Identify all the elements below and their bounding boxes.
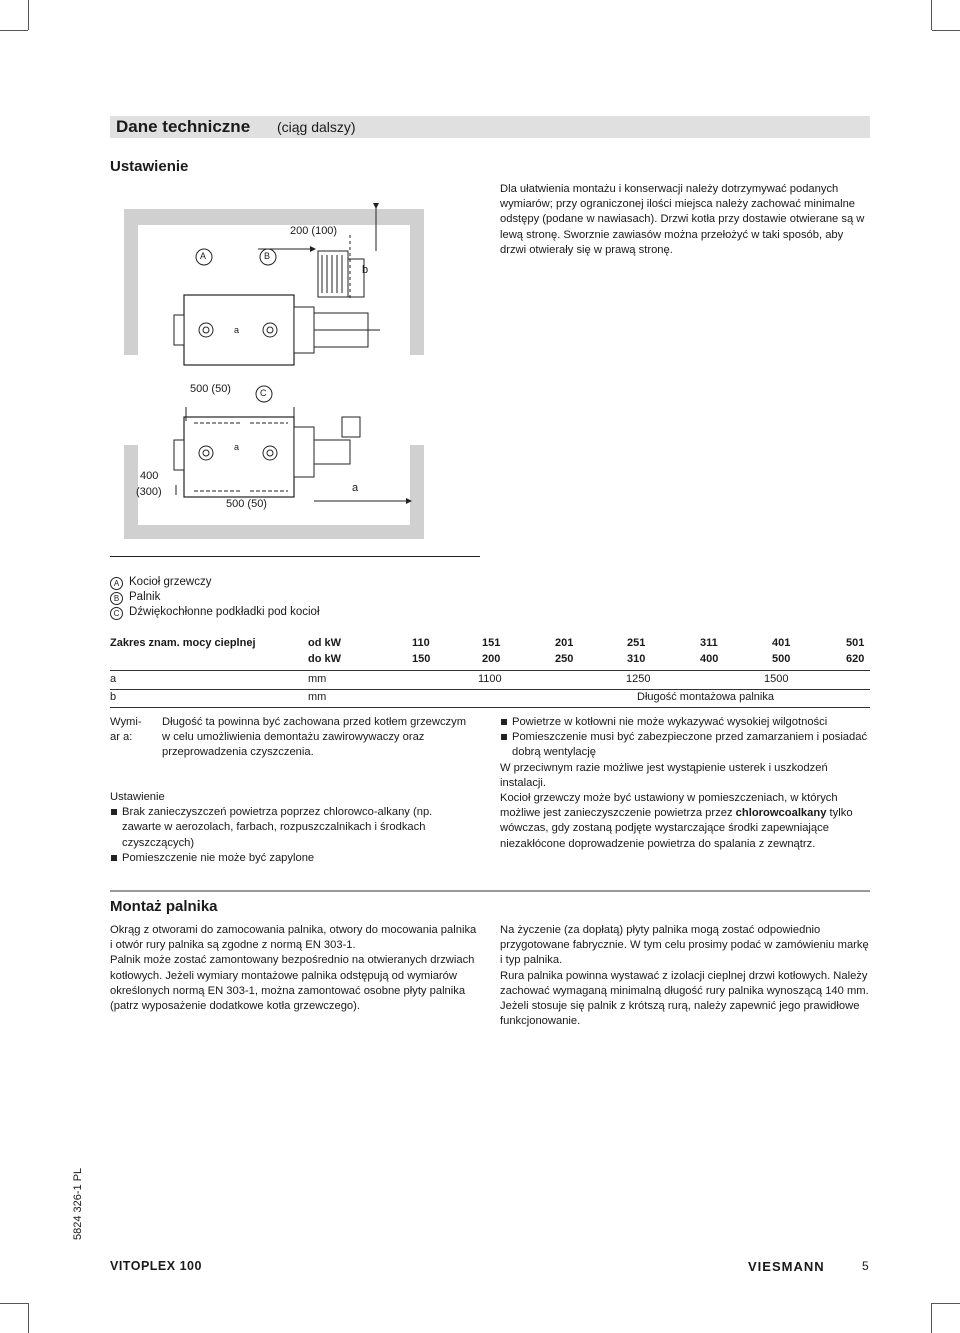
table-unit: od kW bbox=[308, 637, 341, 649]
diagram-marker-b: B bbox=[264, 251, 271, 261]
notes-text: W przeciwnym razie możliwe jest wystąpienie usterek i uszkodzeń instalacji. bbox=[500, 761, 828, 789]
notes-text-chlor bbox=[500, 791, 870, 852]
bullet-item: Powietrze w kotłowni nie może wykazywać wysokiej wilgotności bbox=[500, 715, 870, 730]
table-cell: 400 bbox=[700, 653, 719, 665]
table-cell: 150 bbox=[412, 653, 431, 665]
notes-text-post: tylko wówczas, gdy zostaną podjęte wystarczające środki zapewniające niezakłócone doprowadzenie powietrza do spalania z zewnątrz. bbox=[500, 807, 853, 850]
table-unit: mm bbox=[308, 673, 327, 685]
table-row bbox=[110, 653, 870, 669]
table-unit: do kW bbox=[308, 653, 341, 665]
crop-mark bbox=[0, 30, 28, 31]
notes-left-block bbox=[110, 790, 474, 866]
table-cell: 1500 bbox=[764, 673, 789, 685]
notes-subheading: Ustawienie bbox=[110, 791, 165, 803]
table-rule bbox=[110, 670, 870, 671]
table-row bbox=[110, 673, 870, 689]
legend-key: A bbox=[110, 577, 123, 590]
diagram-dimension-top: 200 (100) bbox=[290, 225, 338, 237]
crop-mark bbox=[932, 30, 960, 31]
table-row-label: b bbox=[110, 691, 117, 703]
table-cell: 401 bbox=[772, 637, 791, 649]
table-cell: Długość montażowa palnika bbox=[637, 691, 774, 703]
montaz-paragraph: Na życzenie (za dopłatą) płyty palnika mogą zostać odpowiednio przygotowane fabrycznie. W tym celu prosimy podać w zamówieniu markę i typ palnika. bbox=[500, 924, 869, 967]
section-heading-ustawienie: Ustawienie bbox=[110, 158, 189, 175]
page-number: 5 bbox=[862, 1259, 869, 1273]
installation-diagram bbox=[110, 195, 490, 545]
diagram-dimension-left-2: (300) bbox=[136, 486, 162, 498]
table-row bbox=[110, 691, 870, 707]
diagram-dimension-left-1: 400 bbox=[140, 470, 159, 482]
page-title: Dane techniczne bbox=[116, 117, 251, 136]
table-cell: 250 bbox=[555, 653, 574, 665]
montaz-paragraph: Rura palnika powinna wystawać z izolacji cieplnej drzwi kotłowych. Należy zachować wymaganą minimalną długość rury palnika wynoszącą 140 mm. bbox=[500, 969, 869, 997]
montaz-paragraph: Palnik może zostać zamontowany bezpośrednio na otwieranych drzwiach kotłowych. Jeżeli wymiary montażowe palnika odstępują od wymiarów określonych normą EN 303-1, można zamontować osobne płyty palnika (patrz wyposażenie dodatkowe kotła grzewczego). bbox=[110, 954, 475, 1013]
montaz-right bbox=[500, 923, 870, 1029]
table-rule bbox=[110, 707, 870, 708]
table-cell: 201 bbox=[555, 637, 574, 649]
bullet-item: Brak zanieczyszczeń powietrza poprzez chlorowco-alkany (np. zawarte w aerozolach, farbach, rozpuszczalnikach i środkach czyszczących) bbox=[110, 805, 474, 851]
notes-right-block bbox=[500, 715, 870, 852]
table-cell: 1250 bbox=[626, 673, 651, 685]
legend-text: Palnik bbox=[129, 591, 161, 603]
divider bbox=[110, 556, 480, 557]
montaz-paragraph: Jeżeli stosuje się palnik z krótszą rurą, należy zapewnić jego prawidłowe funkcjonowanie. bbox=[500, 1000, 860, 1028]
table-cell: 501 bbox=[846, 637, 865, 649]
legend-item bbox=[110, 591, 160, 605]
table-cell: 500 bbox=[772, 653, 791, 665]
diagram-tag-a-lower: a bbox=[234, 442, 240, 452]
legend-text: Kocioł grzewczy bbox=[129, 576, 212, 588]
divider bbox=[110, 890, 870, 892]
table-unit: mm bbox=[308, 691, 327, 703]
crop-mark bbox=[931, 0, 932, 30]
bullet-item: Pomieszczenie musi być zabezpieczone przed zamarzaniem i posiadać dobrą wentylację bbox=[500, 730, 870, 760]
section-title-bar bbox=[110, 116, 870, 138]
table-rule bbox=[110, 689, 870, 690]
table-row bbox=[110, 637, 870, 653]
montaz-paragraph: Okrąg z otworami do zamocowania palnika, otwory do mocowania palnika i otwór rury palnika są zgodne z normą EN 303-1. bbox=[110, 924, 477, 952]
crop-mark bbox=[28, 0, 29, 30]
table-row-label: a bbox=[110, 673, 117, 685]
diagram-tag-a-upper: a bbox=[234, 325, 240, 335]
crop-mark bbox=[932, 1303, 960, 1304]
table-header-label: Zakres znam. mocy cieplnej bbox=[110, 637, 256, 649]
montaz-left bbox=[110, 923, 480, 1014]
diagram-dimension-mid: 500 (50) bbox=[190, 383, 231, 395]
wymiar-label bbox=[110, 715, 148, 745]
diagram-dimension-b: b bbox=[362, 264, 369, 276]
page-subtitle: (ciąg dalszy) bbox=[277, 119, 356, 135]
table-cell: 310 bbox=[627, 653, 646, 665]
wymiar-label-2: ar a: bbox=[110, 731, 133, 744]
table-cell: 200 bbox=[482, 653, 501, 665]
diagram-marker-c: C bbox=[260, 388, 267, 398]
intro-paragraph: Dla ułatwienia montażu i konserwacji należy dotrzymywać podanych wymiarów; przy ograniczonej ilości miejsca należy zachować minimalne odstępy (podane w nawiasach). Drzwi kotła przy dostawie otwierane są w lewą stronę. Sworznie zawiasów można przełożyć w taki sposób, aby drzwi otwierały się w prawą stronę. bbox=[500, 183, 865, 256]
diagram-marker-a: A bbox=[200, 251, 207, 261]
product-name: VITOPLEX 100 bbox=[110, 1259, 202, 1273]
notes-text-bold: chlorowcoalkany bbox=[735, 807, 827, 820]
table-cell: 110 bbox=[412, 637, 430, 649]
table-cell: 251 bbox=[627, 637, 646, 649]
table-cell: 620 bbox=[846, 653, 865, 665]
bullet-item: Pomieszczenie nie może być zapylone bbox=[110, 851, 474, 866]
diagram-dimension-a: a bbox=[352, 482, 359, 494]
notes-text-pre: Kocioł grzewczy może być ustawiony w pomieszczeniach, w których możliwe jest zanieczyszczenie powietrza przez bbox=[500, 792, 838, 820]
document-number: 5824 326-1 PL bbox=[72, 1167, 84, 1240]
crop-mark bbox=[931, 1303, 932, 1333]
wymiar-label-1: Wymi- bbox=[110, 716, 142, 728]
brand-logo: VIESMANN bbox=[748, 1259, 825, 1274]
table-cell: 311 bbox=[700, 637, 718, 649]
legend-key: C bbox=[110, 607, 123, 620]
legend-key: B bbox=[110, 592, 123, 605]
legend-item bbox=[110, 576, 211, 590]
section-heading-montaz: Montaż palnika bbox=[110, 898, 218, 915]
diagram-dimension-bottom: 500 (50) bbox=[226, 498, 267, 510]
crop-mark bbox=[28, 1303, 29, 1333]
legend-item bbox=[110, 606, 320, 620]
wymiar-text: Długość ta powinna być zachowana przed kotłem grzewczym w celu umożliwienia demontażu zawirowywaczy oraz przeprowadzenia czyszczenia. bbox=[162, 716, 467, 759]
table-cell: 151 bbox=[482, 637, 501, 649]
crop-mark bbox=[0, 1303, 28, 1304]
table-cell: 1100 bbox=[478, 673, 502, 685]
legend-text: Dźwiękochłonne podkładki pod kocioł bbox=[129, 606, 320, 618]
